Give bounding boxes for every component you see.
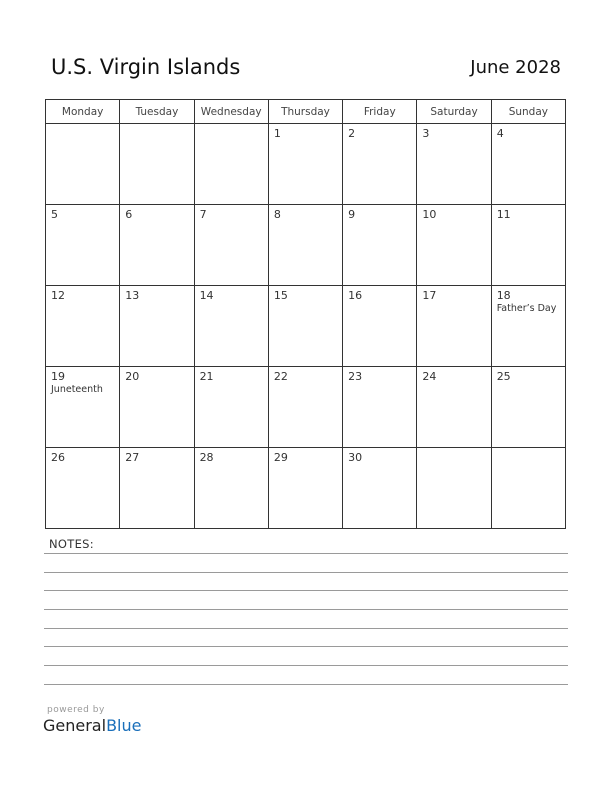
note-line xyxy=(44,665,568,666)
calendar-day-cell xyxy=(194,448,268,529)
generalblue-logo xyxy=(43,716,141,735)
calendar-day-cell xyxy=(491,286,565,367)
calendar-day-cell xyxy=(194,124,268,205)
day-number: 26 xyxy=(51,451,65,464)
calendar-day-cell xyxy=(268,205,342,286)
day-number: 3 xyxy=(422,127,430,140)
calendar-day-cell xyxy=(491,448,565,529)
day-number: 9 xyxy=(348,208,356,221)
weekday-header: Thursday xyxy=(268,100,342,124)
day-number: 15 xyxy=(273,289,288,302)
day-number: 23 xyxy=(348,370,363,383)
calendar-week-row xyxy=(46,205,566,286)
day-number: 11 xyxy=(496,208,511,221)
calendar-day-cell xyxy=(343,367,417,448)
brand-blue: Blue xyxy=(106,716,142,735)
day-number: 14 xyxy=(199,289,214,302)
day-number: 22 xyxy=(273,370,288,383)
day-number: 20 xyxy=(125,370,140,383)
note-line xyxy=(44,628,568,629)
note-line xyxy=(44,572,568,573)
note-line xyxy=(44,684,568,685)
day-number: 30 xyxy=(348,451,363,464)
calendar-day-cell xyxy=(491,205,565,286)
calendar-day-cell xyxy=(194,367,268,448)
day-number: 24 xyxy=(422,370,437,383)
brand-general: General xyxy=(43,716,107,735)
day-number: 27 xyxy=(125,451,140,464)
calendar-day-cell xyxy=(491,124,565,205)
calendar-day-cell xyxy=(417,286,491,367)
day-number: 4 xyxy=(496,127,504,140)
calendar-day-cell xyxy=(417,124,491,205)
day-number: 7 xyxy=(199,208,207,221)
calendar-day-cell xyxy=(268,286,342,367)
day-number: 6 xyxy=(125,208,133,221)
day-number: 12 xyxy=(51,289,65,302)
calendar-day-cell xyxy=(343,448,417,529)
note-line xyxy=(44,646,568,647)
calendar-day-cell xyxy=(343,286,417,367)
weekday-header: Friday xyxy=(343,100,417,124)
day-number: 17 xyxy=(422,289,437,302)
calendar-day-cell xyxy=(46,286,120,367)
calendar-week-row xyxy=(46,367,566,448)
holiday-label: Juneteenth xyxy=(51,384,103,395)
calendar-day-cell xyxy=(120,205,194,286)
weekday-header: Tuesday xyxy=(120,100,194,124)
calendar-month-year: June 2028 xyxy=(470,57,561,78)
day-number: 8 xyxy=(273,208,281,221)
day-number: 2 xyxy=(348,127,356,140)
day-number: 28 xyxy=(199,451,214,464)
calendar-day-cell xyxy=(491,367,565,448)
day-number: 21 xyxy=(199,370,214,383)
day-number: 10 xyxy=(422,208,437,221)
calendar-week-row xyxy=(46,286,566,367)
calendar-grid xyxy=(45,99,566,529)
calendar-day-cell xyxy=(194,286,268,367)
powered-by-text: powered by xyxy=(47,705,105,715)
day-number: 29 xyxy=(273,451,288,464)
calendar-day-cell xyxy=(46,205,120,286)
weekday-header: Monday xyxy=(46,100,120,124)
calendar-day-cell xyxy=(268,367,342,448)
calendar-day-cell xyxy=(343,124,417,205)
calendar-day-cell xyxy=(120,367,194,448)
day-number: 18 xyxy=(496,289,511,302)
weekday-header: Wednesday xyxy=(194,100,268,124)
calendar-country-title: U.S. Virgin Islands xyxy=(51,55,241,79)
calendar-day-cell xyxy=(417,367,491,448)
calendar-day-cell xyxy=(268,448,342,529)
calendar-day-cell xyxy=(46,367,120,448)
calendar-day-cell xyxy=(343,205,417,286)
day-number: 25 xyxy=(496,370,511,383)
day-number: 19 xyxy=(51,370,65,383)
notes-label: NOTES: xyxy=(49,537,94,551)
calendar-week-row xyxy=(46,448,566,529)
calendar-day-cell xyxy=(417,205,491,286)
day-number: 16 xyxy=(348,289,363,302)
note-line xyxy=(44,553,568,554)
calendar-day-cell xyxy=(46,448,120,529)
calendar-day-cell xyxy=(194,205,268,286)
note-line xyxy=(44,609,568,610)
weekday-header: Sunday xyxy=(491,100,565,124)
calendar-day-cell xyxy=(417,448,491,529)
calendar-day-cell xyxy=(120,124,194,205)
calendar-day-cell xyxy=(120,448,194,529)
calendar-day-cell xyxy=(268,124,342,205)
holiday-label: Father’s Day xyxy=(496,303,557,314)
weekday-header: Saturday xyxy=(417,100,491,124)
calendar-week-row xyxy=(46,124,566,205)
day-number: 13 xyxy=(125,289,140,302)
calendar-day-cell xyxy=(120,286,194,367)
weekday-header-row xyxy=(46,100,566,124)
day-number: 5 xyxy=(51,208,58,221)
note-line xyxy=(44,590,568,591)
day-number: 1 xyxy=(273,127,281,140)
calendar-day-cell xyxy=(46,124,120,205)
